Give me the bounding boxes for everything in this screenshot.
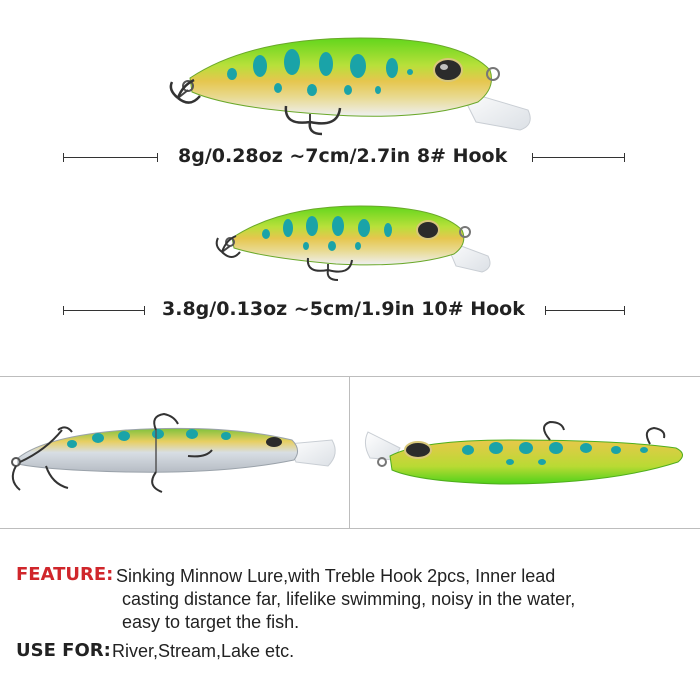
small-lure-image — [210, 200, 500, 290]
lure-eye — [434, 59, 462, 81]
lure-eye — [405, 442, 431, 458]
feature-label: FEATURE: — [16, 564, 114, 585]
feature-line-2: casting distance far, lifelike swimming, noisy in the water, — [122, 589, 576, 609]
lure-body — [390, 440, 683, 484]
divider — [349, 376, 350, 528]
divider — [0, 376, 700, 377]
use-for-text: River,Stream,Lake etc. — [112, 641, 295, 661]
lure-eye — [266, 437, 282, 447]
feature-line-1: Sinking Minnow Lure,with Treble Hook 2pcs, Inner lead — [116, 566, 556, 586]
top-view-lure-image — [360, 418, 696, 498]
use-for-label: USE FOR: — [16, 640, 111, 661]
small-lure-spec: 3.8g/0.13oz ~5cm/1.9in 10# Hook — [162, 298, 525, 320]
side-view-lure-image — [6, 410, 346, 500]
feature-line-3: easy to target the fish. — [122, 612, 300, 632]
large-lure-image — [160, 30, 540, 140]
divider — [0, 528, 700, 529]
large-lure-spec: 8g/0.28oz ~7cm/2.7in 8# Hook — [178, 145, 508, 167]
lure-eye — [417, 221, 439, 239]
